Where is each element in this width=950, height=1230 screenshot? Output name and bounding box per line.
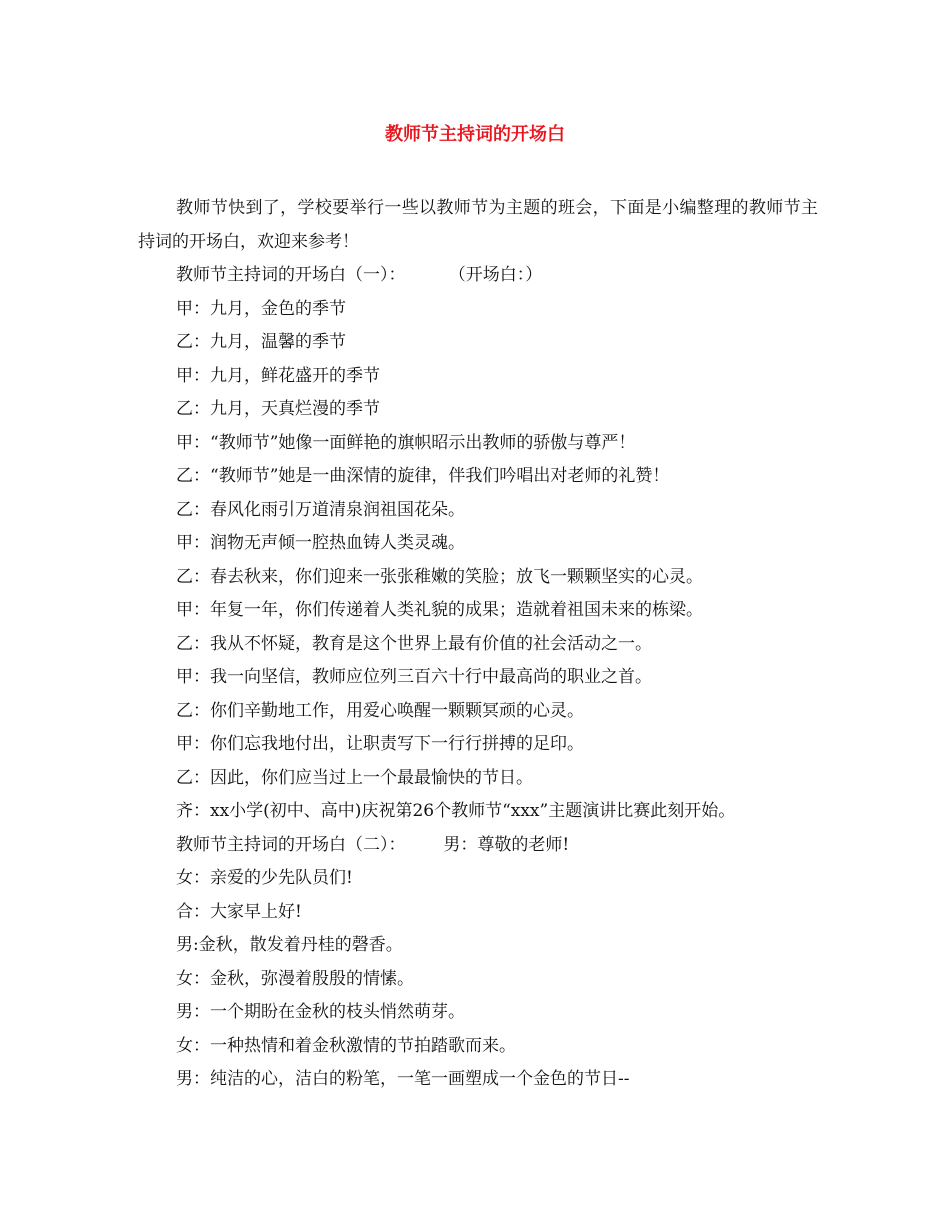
text-line: 教师节主持词的开场白（二）： 男：尊敬的老师!	[176, 834, 570, 855]
text-line: 甲：“教师节”她像一面鲜艳的旗帜昭示出教师的骄傲与尊严！	[176, 432, 636, 453]
text-line: 教师节主持词的开场白（一）： （开场白：）	[176, 265, 543, 285]
text-line: 女：金秋，弥漫着殷殷的情愫。	[176, 968, 414, 989]
text-line: 男：纯洁的心，洁白的粉笔，一笔一画塑成一个金色的节日--	[176, 1069, 630, 1089]
text-line: 男:金秋，散发着丹桂的磬香。	[176, 935, 403, 955]
text-line: 甲：年复一年，你们传递着人类礼貌的成果；造就着祖国未来的栋梁。	[176, 600, 703, 620]
text-line: 齐：xx小学(初中、高中)庆祝第26个教师节“xxx”主题演讲比赛此刻开始。	[176, 801, 736, 821]
text-line: 甲：我一向坚信，教师应位列三百六十行中最高尚的职业之首。	[176, 667, 652, 687]
intro-paragraph: 教师节快到了，学校要举行一些以教师节为主题的班会，下面是小编整理的教师节主持词的开场白，欢迎来参考！	[138, 198, 818, 252]
text-line: 男：一个期盼在金秋的枝头悄然萌芽。	[176, 1002, 465, 1022]
text-line: 甲：你们忘我地付出，让职责写下一行行拼搏的足印。	[176, 734, 584, 754]
text-line: 甲：九月，鲜花盛开的季节	[176, 365, 380, 386]
text-line: 女：亲爱的少先队员们!	[176, 868, 353, 888]
document-title: 教师节主持词的开场白	[385, 124, 565, 145]
text-line: 乙：九月，天真烂漫的季节	[176, 399, 380, 419]
text-line: 乙：春去秋来，你们迎来一张张稚嫩的笑脸；放飞一颗颗坚实的心灵。	[176, 566, 703, 587]
text-line: 乙：我从不怀疑，教育是这个世界上最有价值的社会活动之一。	[176, 633, 652, 654]
text-line: 乙：九月，温馨的季节	[176, 332, 346, 352]
text-line: 合：大家早上好!	[176, 901, 302, 922]
document-body	[138, 192, 818, 1097]
text-line: 乙：春风化雨引万道清泉润祖国花朵。	[176, 499, 465, 520]
text-line: 甲：润物无声倾一腔热血铸人类灵魂。	[176, 533, 465, 553]
text-line: 乙：你们辛勤地工作，用爱心唤醒一颗颗冥顽的心灵。	[176, 700, 584, 721]
text-line: 乙：“教师节”她是一曲深情的旋律，伴我们吟唱出对老师的礼赞！	[176, 466, 670, 486]
text-line: 甲：九月，金色的季节	[176, 298, 346, 319]
text-line: 乙：因此，你们应当过上一个最最愉快的节日。	[176, 767, 533, 788]
text-line: 女：一种热情和着金秋激情的节拍踏歌而来。	[176, 1035, 516, 1056]
